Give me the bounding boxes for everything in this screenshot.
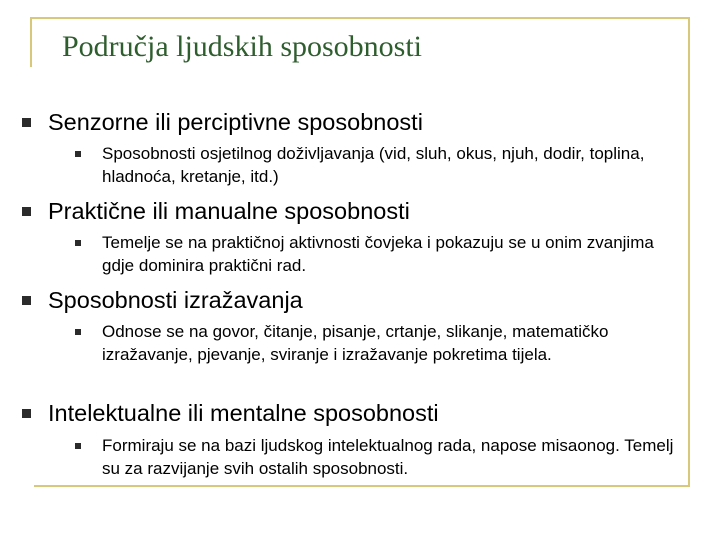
section-heading: Sposobnosti izražavanja bbox=[48, 287, 303, 313]
section-heading: Intelektualne ili mentalne sposobnosti bbox=[48, 400, 439, 426]
frame-bottom-line bbox=[34, 485, 690, 487]
section-detail: Sposobnosti osjetilnog doživljavanja (vid, sluh, okus, njuh, dodir, toplina, hladnoća, kretanje, itd.) bbox=[102, 144, 645, 186]
slide-title: Područja ljudskih sposobnosti bbox=[62, 30, 423, 63]
section-heading: Senzorne ili perciptivne sposobnosti bbox=[48, 109, 423, 135]
square-bullet-icon bbox=[22, 296, 31, 305]
frame-right-line bbox=[688, 17, 690, 487]
section-heading: Praktične ili manualne sposobnosti bbox=[48, 198, 410, 224]
section-detail: Temelje se na praktičnoj aktivnosti čovjeka i pokazuju se u onim zvanjima gdje dominira praktični rad. bbox=[102, 233, 654, 275]
square-bullet-icon bbox=[22, 118, 31, 127]
section-detail: Formiraju se na bazi ljudskog intelektualnog rada, napose misaonog. Temelj su za razvijanje svih ostalih sposobnosti. bbox=[102, 436, 674, 478]
section-detail: Odnose se na govor, čitanje, pisanje, crtanje, slikanje, matematičko izražavanje, pjevanje, sviranje i izražavanje pokretima tijela. bbox=[102, 322, 609, 364]
square-bullet-icon bbox=[22, 409, 31, 418]
frame-left-line bbox=[30, 17, 32, 67]
square-bullet-icon bbox=[22, 207, 31, 216]
square-bullet-icon bbox=[75, 329, 81, 335]
frame-top-line bbox=[30, 17, 690, 19]
square-bullet-icon bbox=[75, 443, 81, 449]
square-bullet-icon bbox=[75, 240, 81, 246]
square-bullet-icon bbox=[75, 151, 81, 157]
